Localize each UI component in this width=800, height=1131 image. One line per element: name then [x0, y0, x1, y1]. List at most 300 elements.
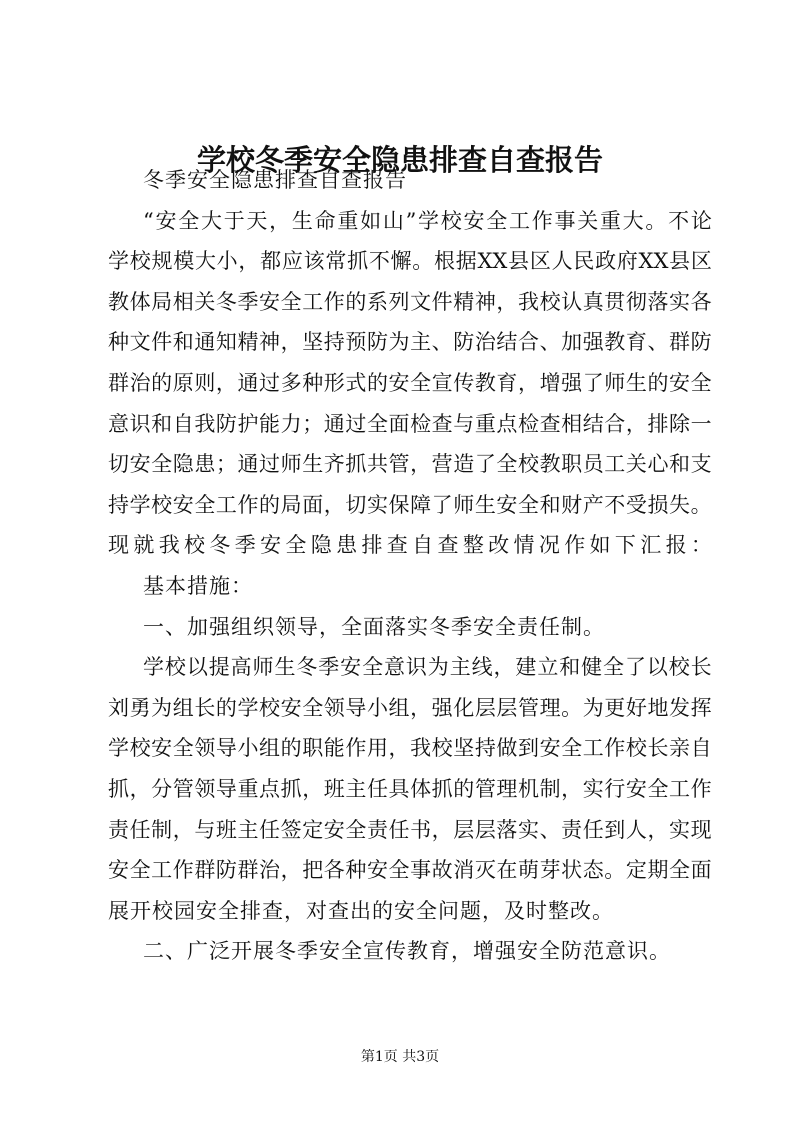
text-line	[108, 490, 712, 520]
text-glyph: 改	[488, 533, 510, 558]
text-glyph: 切	[108, 452, 129, 477]
text-glyph: 工	[669, 776, 691, 801]
text-glyph: 重	[237, 776, 259, 801]
text-glyph: 实	[582, 776, 604, 801]
text-glyph: 持	[323, 330, 345, 355]
text-glyph: 教	[108, 289, 129, 314]
text-glyph: 导	[215, 736, 237, 761]
text-glyph: 校	[517, 452, 539, 477]
text-glyph: 各	[690, 289, 712, 314]
text-glyph: 面	[388, 411, 410, 436]
text-glyph: 为	[582, 695, 604, 720]
text-glyph: 校	[625, 736, 647, 761]
text-glyph: ：	[690, 533, 712, 558]
text-glyph: 的	[280, 736, 302, 761]
text-glyph: 和	[151, 411, 173, 436]
text-glyph: 组	[259, 736, 281, 761]
text-glyph: 查	[539, 411, 561, 436]
text-glyph: 主	[237, 817, 259, 842]
text-glyph: 制	[151, 817, 173, 842]
text-glyph: 全	[302, 695, 324, 720]
text-glyph: 宣	[431, 370, 453, 395]
text-glyph: 任	[129, 817, 151, 842]
text-glyph: 全	[603, 655, 625, 680]
text-glyph: 管	[517, 695, 539, 720]
text-glyph: 师	[280, 452, 302, 477]
text-glyph: 防	[215, 411, 237, 436]
text-glyph: 心	[647, 452, 669, 477]
text-glyph: 以	[646, 655, 668, 680]
text-line	[108, 652, 712, 682]
text-glyph: ，	[493, 655, 515, 680]
text-glyph: 全	[194, 492, 216, 517]
text-glyph: 患	[194, 452, 216, 477]
text-glyph: 领	[194, 776, 216, 801]
text-glyph: ，	[388, 736, 410, 761]
text-glyph: 种	[108, 330, 129, 355]
text-glyph: 地	[647, 695, 669, 720]
text-glyph: 我	[158, 533, 180, 558]
text-glyph: ，	[410, 695, 432, 720]
text-glyph: 相	[172, 289, 194, 314]
text-glyph: 造	[453, 452, 475, 477]
text-glyph: 除	[669, 411, 691, 436]
text-glyph: 就	[133, 533, 155, 558]
text-glyph: 意	[108, 411, 129, 436]
text-glyph: 全	[285, 533, 307, 558]
text-glyph: 到	[604, 817, 626, 842]
text-glyph: 坚	[453, 736, 475, 761]
text-glyph: 不	[604, 492, 626, 517]
text-glyph: 模	[173, 249, 195, 274]
text-glyph: 预	[345, 330, 367, 355]
text-glyph: 态	[582, 858, 604, 883]
text-glyph: 作	[531, 208, 553, 233]
text-glyph: 安	[323, 817, 345, 842]
text-glyph: 我	[410, 736, 432, 761]
text-glyph: 到	[517, 736, 539, 761]
text-glyph: 化	[453, 695, 475, 720]
text-glyph: 况	[538, 533, 560, 558]
text-glyph: 作	[323, 289, 345, 314]
text-glyph: 论	[690, 208, 712, 233]
text-line	[108, 855, 712, 885]
text-glyph: 全	[280, 289, 302, 314]
text-glyph: 能	[259, 411, 281, 436]
text-glyph: 通	[237, 452, 259, 477]
text-glyph: 安	[259, 289, 281, 314]
text-glyph: 作	[172, 858, 194, 883]
text-glyph: 管	[474, 776, 496, 801]
text-glyph: 全	[345, 817, 367, 842]
text-glyph: 精	[453, 289, 475, 314]
text-glyph: 作	[237, 492, 259, 517]
text-glyph: 。	[412, 249, 434, 274]
text-glyph: 彻	[625, 289, 647, 314]
text-glyph: 校	[259, 695, 281, 720]
text-glyph: 报	[665, 533, 687, 558]
text-glyph: 隐	[172, 452, 194, 477]
text-glyph: 与	[194, 817, 216, 842]
text-glyph: 校	[164, 655, 186, 680]
text-glyph: 汇	[640, 533, 662, 558]
text-glyph: 校	[129, 249, 151, 274]
text-glyph: 故	[431, 858, 453, 883]
text-glyph: 大	[194, 249, 216, 274]
text-glyph: 教	[474, 370, 496, 395]
text-glyph: 任	[582, 817, 604, 842]
text-glyph: 学	[108, 249, 129, 274]
text-glyph: 知	[215, 330, 237, 355]
text-glyph: 我	[517, 289, 539, 314]
text-glyph: 主	[449, 655, 471, 680]
text-glyph: 结	[582, 411, 604, 436]
text-glyph: 情	[513, 533, 535, 558]
text-glyph: 防	[453, 330, 475, 355]
text-glyph: ，	[431, 817, 453, 842]
text-glyph: 点	[496, 411, 518, 436]
text-line	[108, 327, 712, 357]
text-glyph: 理	[539, 695, 561, 720]
text-glyph: 列	[388, 289, 410, 314]
text-glyph: 。	[604, 858, 626, 883]
text-glyph: 安	[625, 776, 647, 801]
text-glyph: 多	[280, 370, 302, 395]
text-glyph: 校	[151, 492, 173, 517]
text-glyph: 工	[302, 289, 324, 314]
text-glyph: 分	[151, 776, 173, 801]
text-glyph: 人	[551, 249, 573, 274]
text-glyph: 安	[280, 695, 302, 720]
text-glyph: 实	[669, 289, 691, 314]
text-glyph: 小	[216, 249, 238, 274]
text-glyph: 安	[151, 736, 173, 761]
text-glyph: 层	[474, 695, 496, 720]
text-glyph: 护	[237, 411, 259, 436]
text-glyph: 一	[690, 411, 712, 436]
text-glyph: 、	[647, 330, 669, 355]
text-glyph: 抓	[108, 776, 129, 801]
text-line	[108, 693, 712, 723]
text-glyph: 作	[564, 533, 586, 558]
text-glyph: 形	[323, 370, 345, 395]
text-glyph: 都	[260, 249, 282, 274]
text-glyph: 全	[517, 492, 539, 517]
text-glyph: ，	[647, 817, 669, 842]
text-glyph: 把	[302, 858, 324, 883]
text-glyph: 体	[129, 289, 151, 314]
text-glyph: 定	[302, 817, 324, 842]
text-glyph: 懈	[390, 249, 412, 274]
text-glyph: 教	[604, 330, 626, 355]
text-glyph: ，	[215, 370, 237, 395]
text-glyph: 抓	[431, 776, 453, 801]
text-glyph: 据	[455, 249, 477, 274]
text-glyph: 了	[624, 655, 646, 680]
text-glyph: 校	[431, 736, 453, 761]
text-glyph: 职	[561, 452, 583, 477]
text-glyph: 于	[223, 208, 245, 233]
text-glyph: 防	[690, 330, 712, 355]
text-glyph: 安	[172, 492, 194, 517]
text-line	[108, 287, 712, 317]
text-glyph: 安	[129, 452, 151, 477]
text-glyph: 任	[259, 817, 281, 842]
text-glyph: 安	[496, 492, 518, 517]
text-glyph: 层	[496, 695, 518, 720]
text-glyph: 种	[345, 858, 367, 883]
text-glyph: 神	[259, 330, 281, 355]
text-glyph: 面	[302, 492, 324, 517]
text-glyph: 如	[360, 208, 382, 233]
text-glyph: ”	[405, 208, 417, 233]
text-glyph: 过	[259, 370, 281, 395]
text-glyph: 县	[669, 249, 691, 274]
text-glyph: 工	[215, 492, 237, 517]
text-line	[108, 774, 712, 804]
text-glyph: 的	[215, 695, 237, 720]
text-line	[108, 409, 712, 439]
text-glyph: 落	[496, 817, 518, 842]
text-glyph: 线	[471, 655, 493, 680]
text-glyph: 全	[129, 858, 151, 883]
text-glyph: 保	[388, 492, 410, 517]
text-glyph: 关	[194, 289, 216, 314]
text-glyph: 治	[259, 858, 281, 883]
text-glyph: 更	[604, 695, 626, 720]
text-glyph: 体	[410, 776, 432, 801]
text-glyph: 政	[595, 249, 617, 274]
text-glyph: 领	[323, 695, 345, 720]
text-glyph: 式	[345, 370, 367, 395]
text-glyph: 抓	[345, 452, 367, 477]
text-glyph: 的	[345, 289, 367, 314]
text-glyph: 的	[366, 370, 388, 395]
text-glyph: 以	[186, 655, 208, 680]
text-glyph: 生	[474, 492, 496, 517]
text-glyph: 根	[434, 249, 456, 274]
text-glyph: 切	[345, 492, 367, 517]
text-glyph: 全	[669, 858, 691, 883]
text-glyph: 原	[172, 370, 194, 395]
text-glyph: 建	[515, 655, 537, 680]
text-glyph: 安	[340, 655, 362, 680]
text-glyph: 大	[622, 208, 644, 233]
text-glyph: 全	[172, 736, 194, 761]
text-glyph: ，	[496, 289, 518, 314]
text-glyph: 隐	[310, 533, 332, 558]
text-glyph: XX	[477, 249, 508, 274]
text-glyph: 作	[345, 736, 367, 761]
text-glyph: 健	[581, 655, 603, 680]
text-glyph: 整	[462, 533, 484, 558]
text-glyph: 立	[537, 655, 559, 680]
text-glyph: 与	[453, 411, 475, 436]
text-glyph: 期	[647, 858, 669, 883]
text-glyph: 亲	[669, 736, 691, 761]
text-glyph: 我	[194, 411, 216, 436]
text-glyph: 和	[669, 452, 691, 477]
text-glyph: 。	[690, 492, 712, 517]
text-glyph: 生	[302, 452, 324, 477]
text-glyph: 勇	[129, 695, 151, 720]
text-glyph: 冬	[296, 655, 318, 680]
text-glyph: 的	[151, 370, 173, 395]
text-glyph: 班	[215, 817, 237, 842]
text-glyph: 小	[237, 736, 259, 761]
text-glyph: ，	[410, 452, 432, 477]
text-glyph: 抓	[280, 776, 302, 801]
text-glyph: 认	[561, 289, 583, 314]
text-glyph: 事	[410, 858, 432, 883]
text-glyph: 各	[323, 858, 345, 883]
text-glyph: 关	[577, 208, 599, 233]
text-glyph: 用	[366, 736, 388, 761]
text-glyph: 安	[260, 533, 282, 558]
text-glyph: 共	[366, 452, 388, 477]
text-glyph: 教	[539, 452, 561, 477]
text-glyph: 件	[151, 330, 173, 355]
text-glyph: 府	[616, 249, 638, 274]
text-glyph: 过	[259, 452, 281, 477]
text-line: 二、广泛开展冬季安全宣传教育，增强安全防范意识。	[143, 939, 671, 964]
text-glyph: 职	[302, 736, 324, 761]
text-glyph: ；	[302, 411, 324, 436]
text-glyph: 消	[453, 858, 475, 883]
text-glyph: ；	[215, 452, 237, 477]
text-glyph: 重	[599, 208, 621, 233]
text-glyph: 群	[108, 370, 129, 395]
text-glyph: 全	[496, 452, 518, 477]
text-glyph: 如	[589, 533, 611, 558]
text-glyph: 挥	[690, 695, 712, 720]
text-glyph: 区	[529, 249, 551, 274]
text-line	[108, 530, 712, 560]
text-glyph: 全	[647, 776, 669, 801]
text-glyph: 师	[252, 655, 274, 680]
text-glyph: 在	[496, 858, 518, 883]
text-glyph: 生	[625, 370, 647, 395]
text-glyph: 持	[474, 736, 496, 761]
text-glyph: 和	[172, 330, 194, 355]
text-glyph: 校	[129, 736, 151, 761]
page-footer: 第1页 共3页	[360, 1049, 440, 1065]
text-glyph: 芽	[539, 858, 561, 883]
text-glyph: 自	[690, 736, 712, 761]
text-glyph: 和	[539, 492, 561, 517]
text-glyph: 层	[474, 817, 496, 842]
text-glyph: 加	[561, 330, 583, 355]
text-glyph: 校	[184, 533, 206, 558]
text-glyph: 文	[129, 330, 151, 355]
text-glyph: 自	[412, 533, 434, 558]
text-glyph: 任	[388, 817, 410, 842]
text-glyph: 为	[427, 655, 449, 680]
text-glyph: 安	[155, 208, 177, 233]
text-glyph: 高	[230, 655, 252, 680]
text-glyph: 神	[474, 289, 496, 314]
text-glyph: 季	[318, 655, 340, 680]
text-glyph: 制	[539, 776, 561, 801]
text-glyph: 合	[517, 330, 539, 355]
text-glyph: 过	[345, 411, 367, 436]
text-glyph: 、	[539, 330, 561, 355]
text-glyph: 全	[362, 655, 384, 680]
text-line: 基本措施：	[143, 573, 253, 598]
text-glyph: 责	[366, 817, 388, 842]
text-glyph: 落	[647, 289, 669, 314]
text-glyph: ，	[323, 492, 345, 517]
text-glyph: 校	[440, 208, 462, 233]
text-glyph: 文	[410, 289, 432, 314]
text-glyph: 学	[108, 736, 129, 761]
text-glyph: 障	[410, 492, 432, 517]
text-glyph: 产	[582, 492, 604, 517]
text-glyph: 力	[280, 411, 302, 436]
text-glyph: 工	[582, 736, 604, 761]
text-glyph: 学	[418, 208, 440, 233]
text-glyph: 增	[539, 370, 561, 395]
text-glyph: 治	[129, 370, 151, 395]
text-glyph: 师	[453, 492, 475, 517]
text-glyph: 机	[517, 776, 539, 801]
text-glyph: 长	[194, 695, 216, 720]
text-glyph: 安	[669, 370, 691, 395]
text-line: 冬季安全隐患排查自查报告	[143, 168, 407, 192]
text-glyph: 的	[453, 776, 475, 801]
text-glyph: ，	[238, 249, 260, 274]
text-glyph: 冬	[209, 533, 231, 558]
text-glyph: 。	[645, 208, 667, 233]
text-glyph: 主	[410, 330, 432, 355]
text-glyph: ，	[172, 817, 194, 842]
text-glyph: 了	[474, 452, 496, 477]
text-glyph: 作	[604, 736, 626, 761]
text-glyph: 持	[108, 492, 129, 517]
text-glyph: 应	[281, 249, 303, 274]
text-glyph: 签	[280, 817, 302, 842]
text-line	[108, 246, 712, 276]
text-line: 展开校园安全排查，对查出的安全问题，及时整改。	[108, 898, 614, 923]
document-body	[108, 165, 712, 977]
text-glyph: 患	[336, 533, 358, 558]
text-glyph: 任	[366, 776, 388, 801]
text-glyph: 管	[172, 776, 194, 801]
text-glyph: 支	[690, 452, 712, 477]
text-glyph: 学	[143, 655, 164, 680]
text-glyph: 命	[314, 208, 336, 233]
text-glyph: 工	[508, 208, 530, 233]
text-glyph: 强	[431, 695, 453, 720]
text-glyph: 好	[625, 695, 647, 720]
text-glyph: 检	[410, 411, 432, 436]
text-glyph: 不	[368, 249, 390, 274]
text-glyph: 查	[386, 533, 408, 558]
text-glyph: 作	[690, 776, 712, 801]
text-line	[108, 815, 712, 845]
text-glyph: 全	[561, 736, 583, 761]
text-glyph: 自	[172, 411, 194, 436]
text-glyph: 面	[690, 858, 712, 883]
text-glyph: ，	[517, 370, 539, 395]
text-glyph: 实	[517, 817, 539, 842]
text-glyph: 层	[453, 817, 475, 842]
text-glyph: 通	[323, 411, 345, 436]
text-glyph: 小	[366, 695, 388, 720]
text-glyph: 全	[178, 208, 200, 233]
text-glyph: ，	[561, 776, 583, 801]
text-glyph: 全	[366, 411, 388, 436]
